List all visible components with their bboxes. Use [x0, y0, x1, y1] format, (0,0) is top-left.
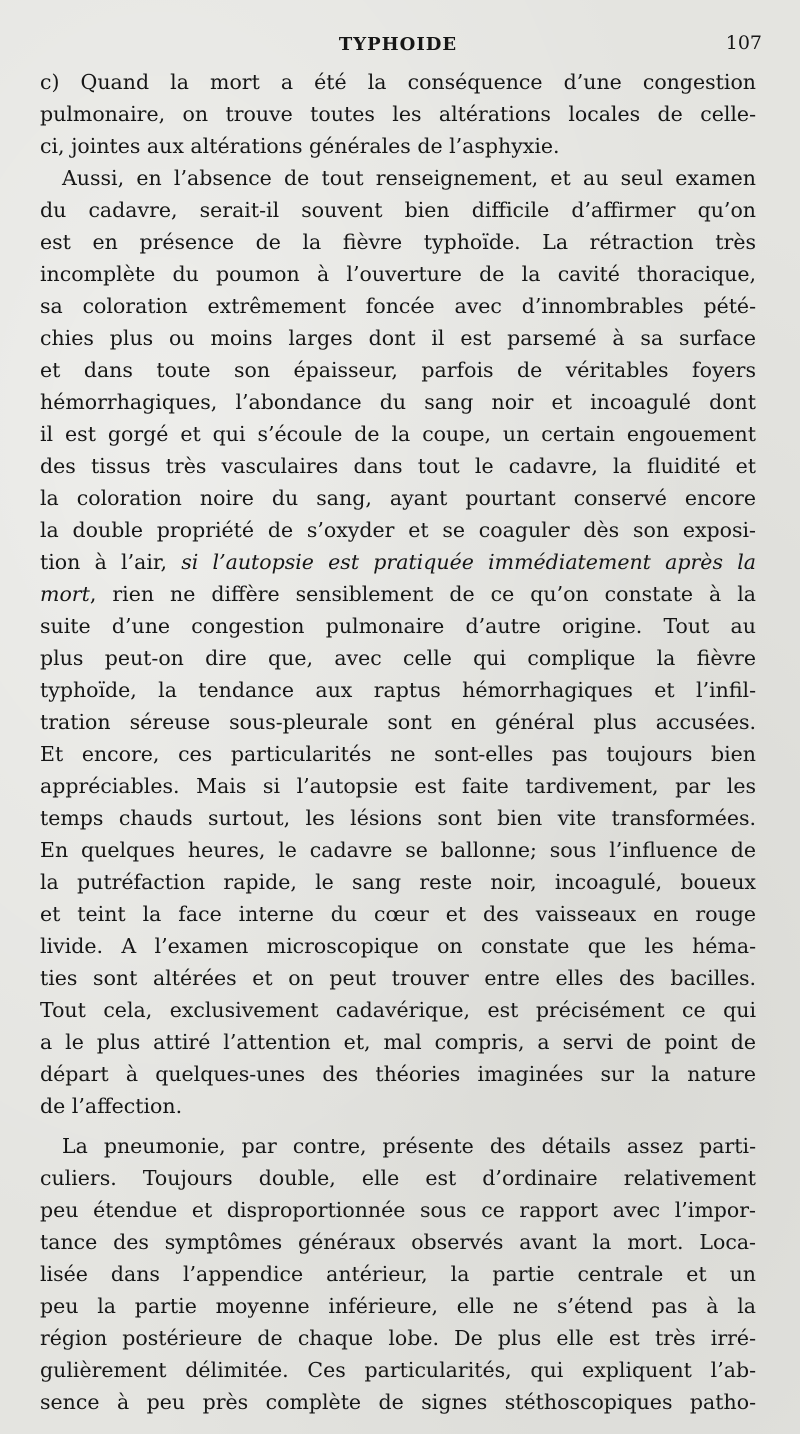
- text-line: livide. A l’examen microscopique on constate que les héma-: [40, 934, 756, 958]
- text-line: culiers. Toujours double, elle est d’ordinaire relativement: [40, 1166, 756, 1190]
- text-line: Tout cela, exclusivement cadavérique, est précisément ce qui: [40, 998, 756, 1022]
- text-line: pulmonaire, on trouve toutes les altérations locales de celle-: [40, 102, 756, 126]
- italic-text-run: si l’autopsie est pratiquée immédiatement après la: [181, 550, 756, 574]
- text-line: hémorrhagiques, l’abondance du sang noir et incoagulé dont: [40, 390, 756, 414]
- text-line: la coloration noire du sang, ayant pourtant conservé encore: [40, 486, 756, 510]
- text-line: temps chauds surtout, les lésions sont bien vite transformées.: [40, 806, 756, 830]
- paragraph-diagnosis: [40, 162, 756, 1122]
- page-number: 107: [725, 32, 762, 54]
- text-line: tration séreuse sous-pleurale sont en général plus accusées.: [40, 710, 756, 734]
- text-line: peu la partie moyenne inférieure, elle ne s’étend pas à la: [40, 1294, 756, 1318]
- text-line: a le plus attiré l’attention et, mal compris, a servi de point de: [40, 1030, 756, 1054]
- text-line: incomplète du poumon à l’ouverture de la cavité thoracique,: [40, 262, 756, 286]
- text-run: , rien ne diffère sensiblement de ce qu’on constate à la: [89, 582, 756, 606]
- text-line: la putréfaction rapide, le sang reste noir, incoagulé, boueux: [40, 870, 756, 894]
- paragraph-pneumonia: [40, 1130, 756, 1418]
- text-line: plus peut-on dire que, avec celle qui complique la fièvre: [40, 646, 756, 670]
- text-line: typhoïde, la tendance aux raptus hémorrhagiques et l’infil-: [40, 678, 756, 702]
- italic-text-run: mort: [40, 582, 90, 606]
- page-header: [40, 30, 762, 66]
- text-line: de l’affection.: [40, 1094, 183, 1118]
- running-title: TYPHOIDE: [338, 34, 458, 55]
- paragraph-gap: [40, 1122, 756, 1130]
- text-line: région postérieure de chaque lobe. De plus elle est très irré-: [40, 1326, 756, 1350]
- text-line: gulièrement délimitée. Ces particularités, qui expliquent l’ab-: [40, 1358, 756, 1382]
- text-line: tance des symptômes généraux observés avant la mort. Loca-: [40, 1230, 756, 1254]
- text-line: du cadavre, serait-il souvent bien difficile d’affirmer qu’on: [40, 198, 756, 222]
- text-line: est en présence de la fièvre typhoïde. La rétraction très: [40, 230, 756, 254]
- text-line: La pneumonie, par contre, présente des détails assez parti-: [62, 1134, 756, 1158]
- text-line: la double propriété de s’oxyder et se coaguler dès son exposi-: [40, 518, 756, 542]
- text-line: Et encore, ces particularités ne sont-elles pas toujours bien: [40, 742, 756, 766]
- text-line: et dans toute son épaisseur, parfois de véritables foyers: [40, 358, 756, 382]
- text-line: peu étendue et disproportionnée sous ce rapport avec l’impor-: [40, 1198, 756, 1222]
- paragraph-congestion: [40, 66, 756, 162]
- text-line: ties sont altérées et on peut trouver entre elles des bacilles.: [40, 966, 756, 990]
- text-line: c) Quand la mort a été la conséquence d’une congestion: [40, 70, 756, 94]
- text-line: des tissus très vasculaires dans tout le cadavre, la fluidité et: [40, 454, 756, 478]
- text-line-italic: [40, 546, 756, 578]
- text-line: et teint la face interne du cœur et des vaisseaux en rouge: [40, 902, 756, 926]
- text-line-italic: [40, 578, 756, 610]
- text-line: chies plus ou moins larges dont il est parsemé à sa surface: [40, 326, 756, 350]
- text-run: tion à l’air,: [40, 550, 182, 574]
- text-line: sa coloration extrêmement foncée avec d’innombrables pété-: [40, 294, 756, 318]
- text-line: départ à quelques-unes des théories imaginées sur la nature: [40, 1062, 756, 1086]
- text-line: il est gorgé et qui s’écoule de la coupe, un certain engouement: [40, 422, 756, 446]
- text-line: appréciables. Mais si l’autopsie est faite tardivement, par les: [40, 774, 756, 798]
- text-line: suite d’une congestion pulmonaire d’autre origine. Tout au: [40, 614, 756, 638]
- text-line: En quelques heures, le cadavre se ballonne; sous l’influence de: [40, 838, 756, 862]
- text-line: ci, jointes aux altérations générales de l’asphyxie.: [40, 134, 560, 158]
- text-line: sence à peu près complète de signes stéthoscopiques patho-: [40, 1390, 756, 1414]
- text-line: Aussi, en l’absence de tout renseignement, et au seul examen: [62, 166, 756, 190]
- text-line: lisée dans l’appendice antérieur, la partie centrale et un: [40, 1262, 756, 1286]
